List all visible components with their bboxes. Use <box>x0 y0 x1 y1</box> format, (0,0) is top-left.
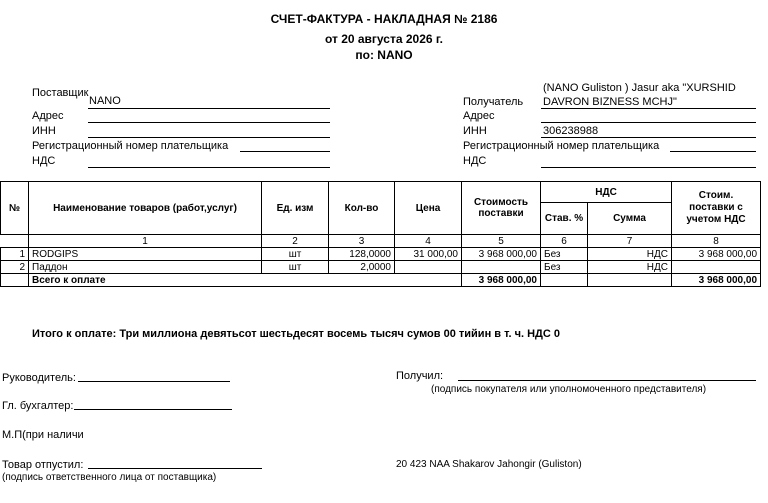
row-total: 3 968 000,00 <box>672 248 761 261</box>
recipient-reg-label: Регистрационный номер плательщика <box>463 140 660 152</box>
row-price: 31 000,00 <box>395 248 462 261</box>
recipient-inn-value: 306238988 <box>543 125 599 137</box>
recipient-inn-label: ИНН <box>463 125 487 137</box>
supplier-name-line <box>88 108 330 109</box>
released-note: (подпись ответственного лица от поставщика) <box>2 472 217 483</box>
recipient-inn-line <box>541 137 756 138</box>
header-total-with-vat: Стоим. поставки с учетом НДС <box>672 182 761 235</box>
supplier-address-line <box>88 122 330 123</box>
recipient-name-line2: DAVRON BIZNESS MCHJ" <box>543 96 677 108</box>
row-unit: шт <box>262 261 329 274</box>
received-signature-line <box>458 380 756 381</box>
total-cost: 3 968 000,00 <box>462 274 541 287</box>
row-cost <box>462 261 541 274</box>
received-label: Получил: <box>396 370 444 382</box>
total-label: Всего к оплате <box>29 274 462 287</box>
director-label: Руководитель: <box>2 372 76 384</box>
recipient-nds-line <box>541 167 756 168</box>
recipient-nds-label: НДС <box>463 155 487 167</box>
recipient-address-label: Адрес <box>463 110 495 122</box>
director-signature-line <box>78 381 230 382</box>
header-qty: Кол-во <box>329 182 395 235</box>
accountant-signature-line <box>74 409 232 410</box>
header-vat-rate: Став. % <box>541 203 588 235</box>
row-name: Паддон <box>29 261 262 274</box>
accountant-label: Гл. бухгалтер: <box>2 400 74 412</box>
row-cost: 3 968 000,00 <box>462 248 541 261</box>
supplier-nds-label: НДС <box>32 155 56 167</box>
header-num: № <box>1 182 29 235</box>
supplier-inn-label: ИНН <box>32 125 56 137</box>
col-number: 8 <box>672 235 761 248</box>
header-vat-group: НДС <box>541 182 672 203</box>
row-num: 2 <box>1 261 29 274</box>
supplier-reg-line <box>240 151 330 152</box>
col-number: 3 <box>329 235 395 248</box>
table-row <box>1 248 761 261</box>
recipient-address-line <box>541 122 756 123</box>
supplier-reg-label: Регистрационный номер плательщика <box>32 140 229 152</box>
supplier-nds-line <box>88 167 330 168</box>
col-number: 4 <box>395 235 462 248</box>
total-with-vat: 3 968 000,00 <box>672 274 761 287</box>
total-row <box>1 274 761 287</box>
stamp-label: М.П(при наличи <box>2 429 84 441</box>
invoice-basis: по: NANO <box>355 48 413 62</box>
supplier-name: NANO <box>89 95 121 107</box>
released-label: Товар отпустил: <box>2 459 84 471</box>
supplier-inn-line <box>88 137 330 138</box>
row-unit: шт <box>262 248 329 261</box>
header-name: Наименование товаров (работ,услуг) <box>29 182 262 235</box>
row-vat-sum: НДС <box>588 261 672 274</box>
recipient-reg-line <box>670 151 756 152</box>
row-name: RODGIPS <box>29 248 262 261</box>
table-row <box>1 261 761 274</box>
row-vat-rate: Без <box>541 261 588 274</box>
supplier-label: Поставщик <box>32 87 89 99</box>
recipient-name-line <box>541 108 756 109</box>
total-in-words: Итого к оплате: Три миллиона девятьсот шестьдесят восемь тысяч сумов 00 тийин в т. ч. НДС 0 <box>32 328 561 340</box>
header-unit: Ед. изм <box>262 182 329 235</box>
col-number: 1 <box>29 235 262 248</box>
invoice-date: от 20 августа 2026 г. <box>324 32 444 46</box>
recipient-label: Получатель <box>463 96 524 108</box>
col-number: 2 <box>262 235 329 248</box>
received-note: (подпись покупателя или уполномоченного представителя) <box>431 384 707 395</box>
released-signature-line <box>88 468 262 469</box>
header-cost: Стоимость поставки <box>462 182 541 235</box>
recipient-name-line1: (NANO Guliston ) Jasur aka "XURSHID <box>543 82 736 94</box>
row-total <box>672 261 761 274</box>
header-vat-sum: Сумма <box>588 203 672 235</box>
col-number: 5 <box>462 235 541 248</box>
supplier-address-label: Адрес <box>32 110 64 122</box>
row-qty: 128,0000 <box>329 248 395 261</box>
invoice-table <box>0 181 761 287</box>
table-header-row <box>1 182 761 203</box>
row-vat-rate: Без <box>541 248 588 261</box>
row-num: 1 <box>1 248 29 261</box>
row-vat-sum: НДС <box>588 248 672 261</box>
col-number: 7 <box>588 235 672 248</box>
row-qty: 2,0000 <box>329 261 395 274</box>
invoice-title: СЧЕТ-ФАКТУРА - НАКЛАДНАЯ № 2186 <box>270 12 498 26</box>
row-price <box>395 261 462 274</box>
header-price: Цена <box>395 182 462 235</box>
power-of-attorney: 20 423 NAA Shakarov Jahongir (Guliston) <box>396 459 582 470</box>
column-numbers-row <box>1 235 761 248</box>
col-number: 6 <box>541 235 588 248</box>
